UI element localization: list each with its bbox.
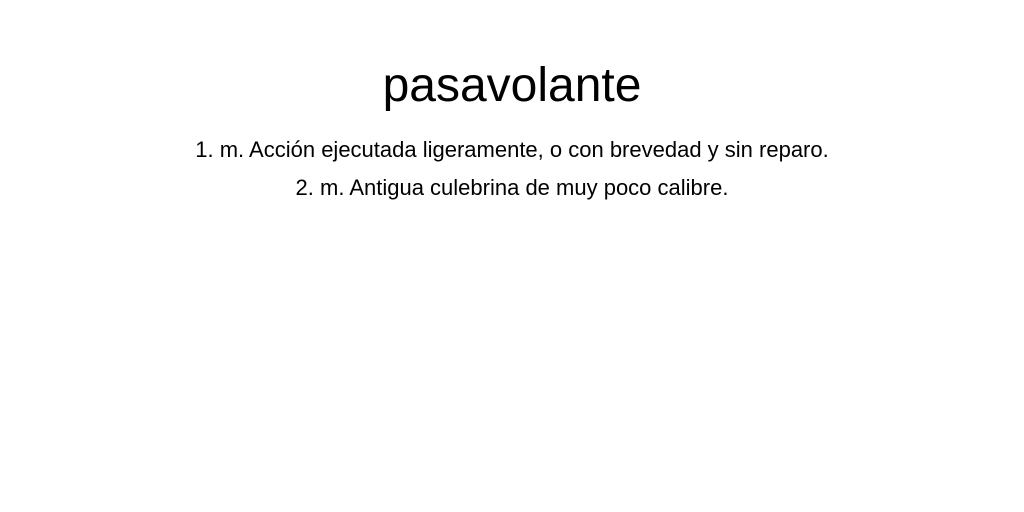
- definition-1: 1. m. Acción ejecutada ligeramente, o con brevedad y sin reparo.: [195, 137, 829, 162]
- definition-list: [0, 131, 1024, 207]
- definition-2: 2. m. Antigua culebrina de muy poco calibre.: [295, 175, 729, 200]
- headword-title: pasavolante: [382, 59, 642, 112]
